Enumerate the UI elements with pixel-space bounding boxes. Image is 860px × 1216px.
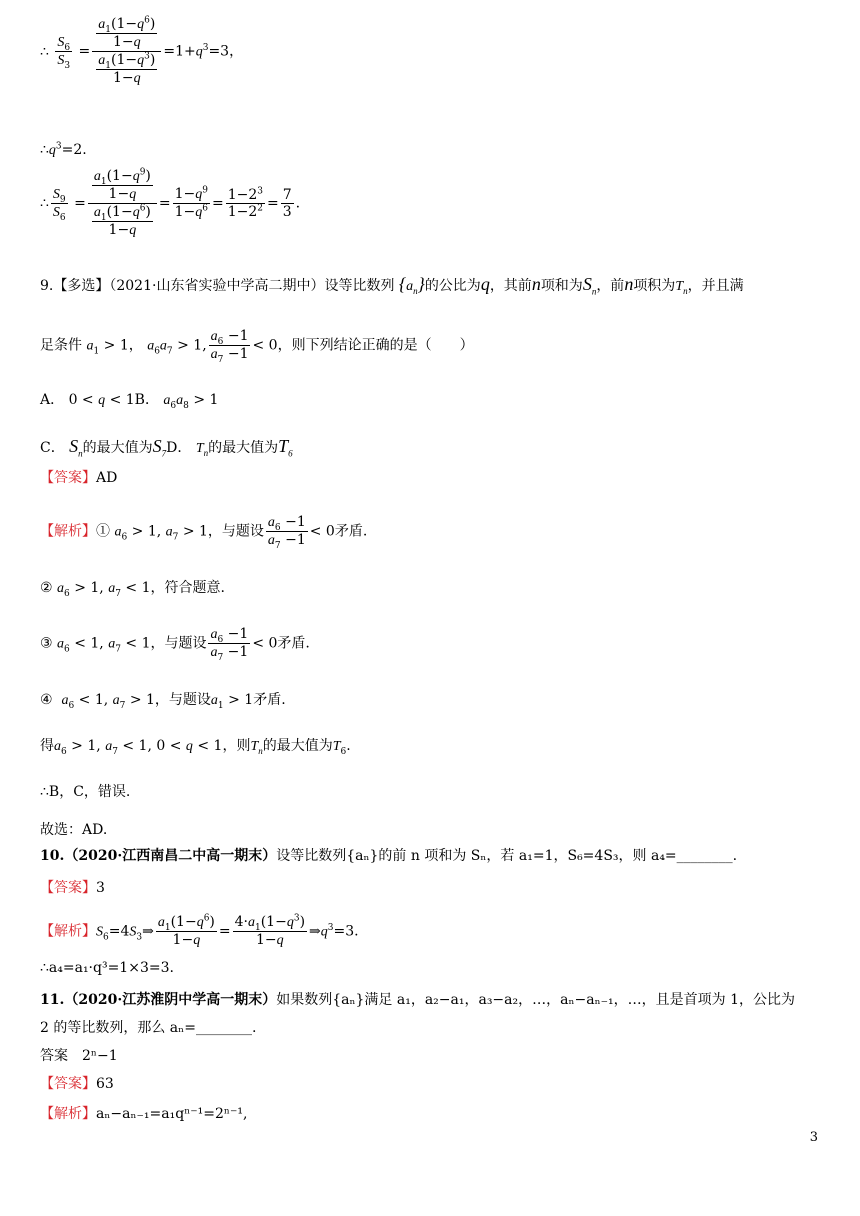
q10-stem: 10.（2020·江西南昌二中高一期末）设等比数列{aₙ}的前 n 项和为 Sₙ，若 a₁=1，S₆=4S₃，则 a₄=________. xyxy=(40,848,738,864)
q9-options-cd: C． $S_n$的最大值为$S_7D$． $T_n$的最大值为$T_6$ xyxy=(40,436,293,459)
q10-analysis: 【解析】$S_6=4S_3\Rightarrow$ $\frac{a_1(1-q^6)}{1-q}$ = $\frac{4\cdot a_1(1-q^3)}{1-q}$ $\Rightarrow q^3=3$. xyxy=(40,913,359,948)
q11-answer-line: 答案 2ⁿ−1 xyxy=(40,1048,118,1064)
q9-stem: 9.【多选】（2021·山东省实验中学高二期中）设等比数列 $\{a_n\}$的公比为q，其前n项和为$S_n$，前n项积为$T_n$，并且满 xyxy=(40,274,744,297)
q9-answer: 【答案】AD xyxy=(40,470,118,486)
q11-answer: 【答案】63 xyxy=(40,1076,114,1092)
ratio-s6-s3: ∴ $\frac{S_6}{S_3}$ = $\frac{\frac{a_1(1-q^6)}{1-q}}{\frac{a_1(1-q^3)}{1-q}}$ $=1+q^3=3$， xyxy=(40,15,244,86)
ratio-s9-s6: ∴ $\frac{S_9}{S_6}$ = $\frac{\frac{a_1(1-q^9)}{1-q}}{\frac{a_1(1-q^6)}{1-q}}$ = $\frac{1-q^9}{1-q^6}$ = $\frac{1-2^3}{1-2^2}$ = $\frac{7}{3}$ . xyxy=(40,167,301,238)
q9-pick: 故选：AD. xyxy=(40,822,108,838)
q9-step3: ③ $a_6 < 1$, $a_7 < 1$，与题设 $\frac{a_6 -1}{a_7 -1}$ < 0矛盾. xyxy=(40,626,310,663)
q10-final: ∴a₄=a₁·q³=1×3=3. xyxy=(40,960,174,976)
page-number: 3 xyxy=(809,1130,818,1145)
q11-stem-1: 11.（2020·江苏淮阴中学高一期末）如果数列{aₙ}满足 a₁，a₂−a₁，a₃−a₂，…，aₙ−aₙ₋₁，…，且是首项为 1，公比为 xyxy=(40,992,796,1008)
q10-answer: 【答案】3 xyxy=(40,880,105,896)
q11-analysis: 【解析】aₙ−aₙ₋₁=a₁qⁿ⁻¹=2ⁿ⁻¹, xyxy=(40,1106,248,1122)
q9-step1: 【解析】① $a_6 > 1$, $a_7 > 1$，与题设 $\frac{a_6 -1}{a_7 -1}$ < 0矛盾. xyxy=(40,514,368,551)
q11-stem-2: 2 的等比数列，那么 aₙ=________. xyxy=(40,1020,257,1036)
q9-conclusion: 得$a_6 > 1$, $a_7 < 1$, 0 < q < 1，则$T_n$的最大值为$T_6$. xyxy=(40,738,351,757)
q9-condition: 足条件 $a_1 > 1$， $a_6a_7 > 1$, $\frac{a_6 -1}{a_7 -1}$ < 0，则下列结论正确的是（ ） xyxy=(40,328,474,365)
q9-step4: ④ $a_6 < 1$, $a_7 > 1$，与题设$a_1 > 1$矛盾. xyxy=(40,692,286,711)
q9-options-ab: A． 0 < q < 1B． $a_6a_8 > 1$ xyxy=(40,392,219,411)
q9-wrong: ∴B，C，错误. xyxy=(40,784,131,800)
q-cubed: $\therefore q^3=2$. xyxy=(40,141,87,158)
q9-step2: ② $a_6 > 1$, $a_7 < 1$，符合题意. xyxy=(40,580,225,599)
